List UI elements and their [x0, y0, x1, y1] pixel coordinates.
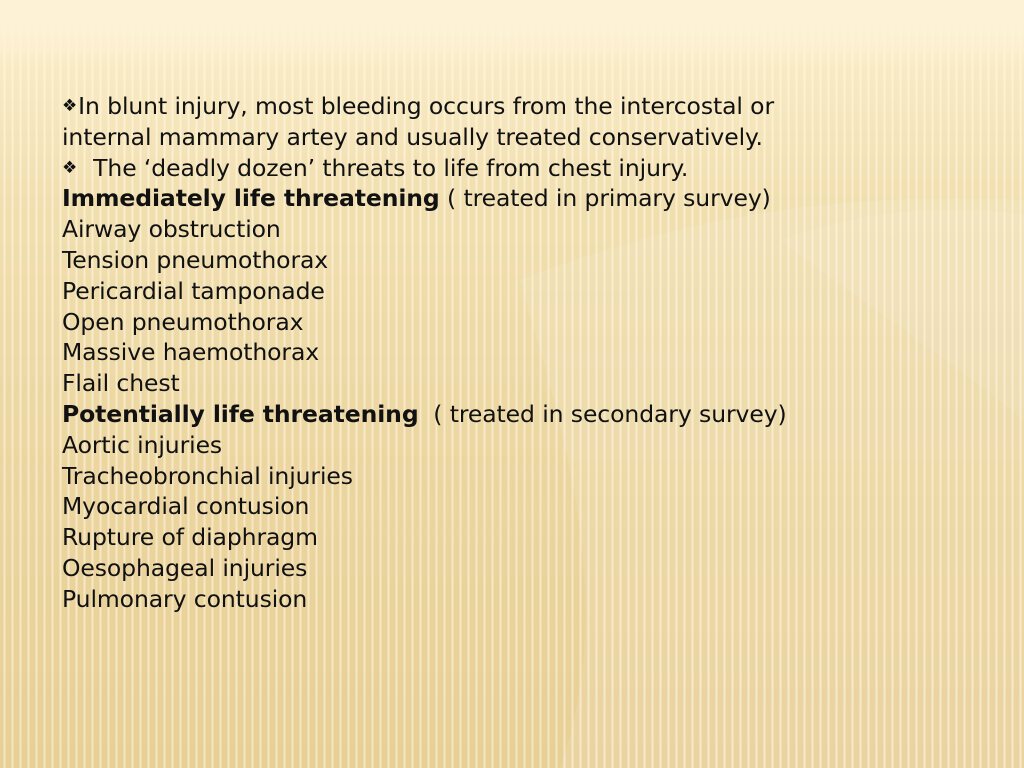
section-heading-immediate [62, 183, 962, 214]
section-note: ( treated in secondary survey) [418, 399, 787, 428]
list-item: Oesophageal injuries [62, 553, 308, 582]
list-item: Open pneumothorax [62, 307, 304, 336]
intro-bullet-1 [62, 91, 962, 122]
list-item: Pulmonary contusion [62, 584, 308, 613]
list-item: Myocardial contusion [62, 492, 310, 521]
section-heading-potential [62, 399, 962, 430]
list-item: Massive haemothorax [62, 338, 320, 367]
diamond-bullet-icon: ❖ [62, 96, 78, 116]
intro-bullet-2 [62, 153, 962, 184]
slide-body [62, 91, 962, 615]
list-item: Pericardial tamponade [62, 276, 325, 305]
intro-text-1a: In blunt injury, most bleeding occurs from the intercostal or [78, 92, 775, 120]
section-title: Immediately life threatening [62, 184, 440, 213]
list-item: Rupture of diaphragm [62, 523, 318, 552]
section-note: ( treated in primary survey) [439, 184, 771, 213]
list-item: Aortic injuries [62, 430, 223, 459]
diamond-bullet-icon: ❖ [62, 157, 78, 178]
list-item: Airway obstruction [62, 215, 281, 244]
intro-text-2: The ‘deadly dozen’ threats to life from chest injury. [93, 153, 689, 182]
section-title: Potentially life threatening [62, 399, 419, 428]
list-item: Tension pneumothorax [62, 245, 329, 274]
intro-text-1b: internal mammary artey and usually treated conservatively. [62, 122, 763, 151]
list-item: Tracheobronchial injuries [62, 461, 353, 490]
list-item: Flail chest [62, 369, 180, 398]
